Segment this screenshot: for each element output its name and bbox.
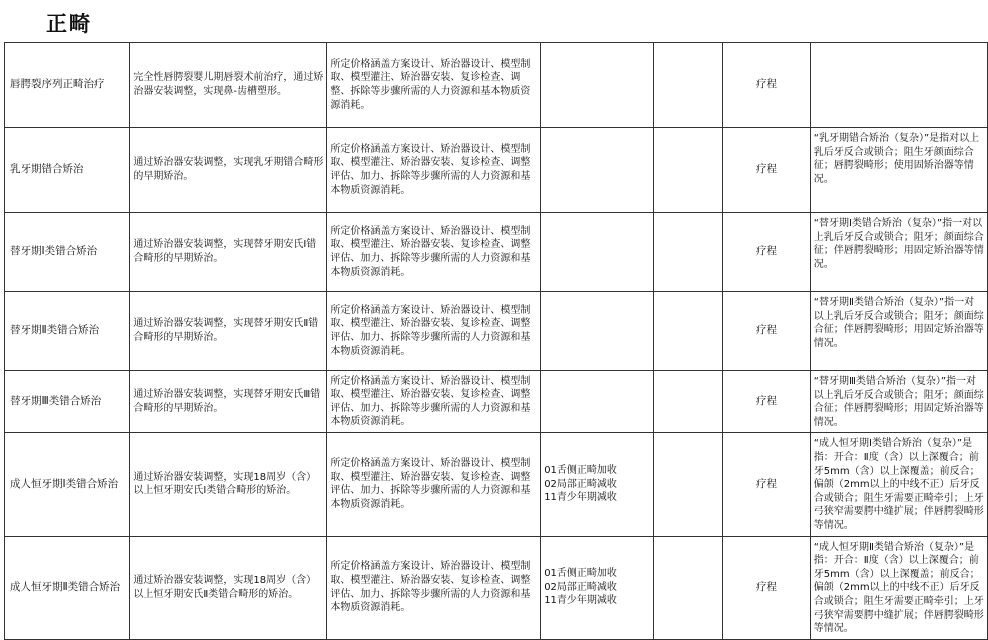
blank-cell xyxy=(653,292,723,371)
extension-cell xyxy=(541,128,653,213)
note-cell: “替牙期Ⅱ类错合矫治（复杂）”指一对以上乳后牙反合或锁合；阻牙；颜面综合征；伴唇腭裂畸形；用固定矫治器等情况。 xyxy=(810,292,987,371)
pricing-desc-cell: 所定价格涵盖方案设计、矫治器设计、模型制取、模型灌注、矫治器安装、复诊检查、调整、拆除等步骤所需的人力资源和基本物质资源消耗。 xyxy=(327,43,541,128)
item-name-cell: 乳牙期错合矫治 xyxy=(5,128,130,213)
item-name-cell: 替牙期Ⅰ类错合矫治 xyxy=(5,213,130,292)
unit-cell: 疗程 xyxy=(723,433,811,536)
unit-cell: 疗程 xyxy=(723,128,811,213)
extension-cell: 01舌侧正畸加收 02局部正畸减收 11青少年期减收 xyxy=(541,536,653,639)
unit-cell: 疗程 xyxy=(723,43,811,128)
pricing-table xyxy=(4,42,988,640)
blank-cell xyxy=(653,433,723,536)
blank-cell xyxy=(653,371,723,433)
table-body xyxy=(5,43,988,640)
item-name-cell: 替牙期Ⅱ类错合矫治 xyxy=(5,292,130,371)
item-name-cell: 成人恒牙期Ⅱ类错合矫治 xyxy=(5,536,130,639)
blank-cell xyxy=(653,536,723,639)
note-cell: “成人恒牙期Ⅱ类错合矫治（复杂）”是指：开合：Ⅱ度（含）以上深覆合；前牙5mm（含）以上深覆盖；前反合；偏颌（2mm以上的中线不正）后牙反合或锁合；阻生牙需要正畸牵引；上牙弓狭窄需要腭中缝扩展；伴唇腭裂畸形等情况。 xyxy=(810,536,987,639)
item-content-cell: 通过矫治器安装调整，实现乳牙期错合畸形的早期矫治。 xyxy=(130,128,327,213)
note-cell: “成人恒牙期Ⅰ类错合矫治（复杂）”是指：开合：Ⅱ度（含）以上深覆合；前牙5mm（含）以上深覆盖；前反合；偏颌（2mm以上的中线不正）后牙反合或锁合；阻生牙需要正畸牵引；上牙弓狭窄需要腭中缝扩展；伴唇腭裂畸形等情况。 xyxy=(810,433,987,536)
unit-cell: 疗程 xyxy=(723,371,811,433)
table-row xyxy=(5,433,988,536)
pricing-desc-cell: 所定价格涵盖方案设计、矫治器设计、模型制取、模型灌注、矫治器安装、复诊检查、调整评估、加力、拆除等步骤所需的人力资源和基本物质资源消耗。 xyxy=(327,128,541,213)
item-name-cell: 替牙期Ⅲ类错合矫治 xyxy=(5,371,130,433)
unit-cell: 疗程 xyxy=(723,213,811,292)
extension-cell xyxy=(541,292,653,371)
table-row xyxy=(5,536,988,639)
blank-cell xyxy=(653,43,723,128)
extension-cell xyxy=(541,43,653,128)
note-cell: “替牙期Ⅲ类错合矫治（复杂）”指一对以上乳后牙反合或锁合；阻牙；颜面综合征；伴唇腭裂畸形；用固定矫治器等情况。 xyxy=(810,371,987,433)
pricing-desc-cell: 所定价格涵盖方案设计、矫治器设计、模型制取、模型灌注、矫治器安装、复诊检查、调整评估、加力、拆除等步骤所需的人力资源和基本物质资源消耗。 xyxy=(327,292,541,371)
extension-cell: 01舌侧正畸加收 02局部正畸减收 11青少年期减收 xyxy=(541,433,653,536)
blank-cell xyxy=(653,213,723,292)
table-row xyxy=(5,371,988,433)
item-content-cell: 通过矫治器安装调整，实现替牙期安氏Ⅰ错合畸形的早期矫治。 xyxy=(130,213,327,292)
page-title: 正畸 xyxy=(46,11,92,36)
item-name-cell: 成人恒牙期Ⅰ类错合矫治 xyxy=(5,433,130,536)
extension-cell xyxy=(541,371,653,433)
item-content-cell: 通过矫治器安装调整，实现18周岁（含）以上恒牙期安氏Ⅱ类错合畸形的矫治。 xyxy=(130,536,327,639)
item-content-cell: 通过矫治器安装调整，实现替牙期安氏Ⅲ错合畸形的早期矫治。 xyxy=(130,371,327,433)
note-cell: “替牙期Ⅰ类错合矫治（复杂）”指一对以上乳后牙反合或锁合；阻牙；颜面综合征；伴唇腭裂畸形；用固定矫治器等情况。 xyxy=(810,213,987,292)
note-cell xyxy=(810,43,987,128)
pricing-desc-cell: 所定价格涵盖方案设计、矫治器设计、模型制取、模型灌注、矫治器安装、复诊检查、调整评估、加力、拆除等步骤所需的人力资源和基本物质资源消耗。 xyxy=(327,433,541,536)
blank-cell xyxy=(653,128,723,213)
note-cell: “乳牙期错合矫治（复杂）”是指对以上乳后牙反合或锁合；阻生牙颜面综合征；唇腭裂畸形；使用固矫治器等情况。 xyxy=(810,128,987,213)
unit-cell: 疗程 xyxy=(723,536,811,639)
item-name-cell: 唇腭裂序列正畸治疗 xyxy=(5,43,130,128)
extension-cell xyxy=(541,213,653,292)
pricing-desc-cell: 所定价格涵盖方案设计、矫治器设计、模型制取、模型灌注、矫治器安装、复诊检查、调整评估、加力、拆除等步骤所需的人力资源和基本物质资源消耗。 xyxy=(327,213,541,292)
item-content-cell: 通过矫治器安装调整，实现18周岁（含）以上恒牙期安氏Ⅰ类错合畸形的矫治。 xyxy=(130,433,327,536)
table-row xyxy=(5,292,988,371)
item-content-cell: 完全性唇腭裂婴儿期唇裂术前治疗，通过矫治器安装调整，实现鼻-齿槽塑形。 xyxy=(130,43,327,128)
table-row xyxy=(5,128,988,213)
unit-cell: 疗程 xyxy=(723,292,811,371)
pricing-desc-cell: 所定价格涵盖方案设计、矫治器设计、模型制取、模型灌注、矫治器安装、复诊检查、调整评估、加力、拆除等步骤所需的人力资源和基本物质资源消耗。 xyxy=(327,536,541,639)
item-content-cell: 通过矫治器安装调整，实现替牙期安氏Ⅱ错合畸形的早期矫治。 xyxy=(130,292,327,371)
table-row xyxy=(5,213,988,292)
table-row xyxy=(5,43,988,128)
pricing-desc-cell: 所定价格涵盖方案设计、矫治器设计、模型制取、模型灌注、矫治器安装、复诊检查、调整评估、加力、拆除等步骤所需的人力资源和基本物质资源消耗。 xyxy=(327,371,541,433)
